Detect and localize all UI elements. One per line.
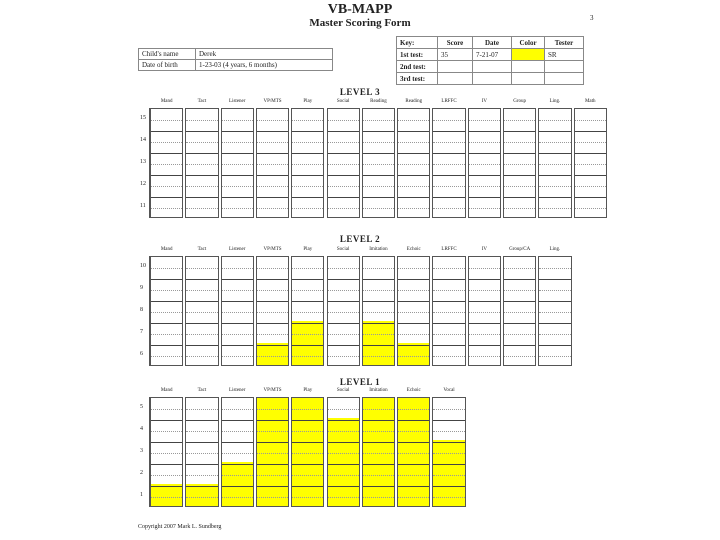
score-column	[221, 397, 254, 507]
score-column	[256, 397, 289, 507]
column-label: Imitation	[369, 388, 388, 393]
row-label: 15	[140, 115, 146, 121]
column-label: Reading	[405, 99, 423, 104]
key-header: Date	[473, 37, 512, 49]
score-column	[538, 256, 571, 366]
column-label: Listener	[229, 388, 246, 393]
key-date	[473, 61, 512, 73]
column-label: Reading	[370, 99, 387, 104]
column-label: Tact	[197, 388, 207, 393]
score-column	[397, 397, 430, 507]
child-info-table	[138, 48, 333, 71]
key-header: Key:	[397, 37, 438, 49]
row-label: 12	[140, 181, 146, 187]
column-label: VP/MTS	[263, 247, 282, 252]
column-label: VP/MTS	[263, 99, 282, 104]
score-column	[503, 256, 536, 366]
score-column	[291, 397, 324, 507]
key-tester	[545, 73, 584, 85]
grid-axis	[149, 108, 150, 218]
row-label: 8	[140, 307, 143, 313]
score-fill	[222, 462, 253, 506]
column-label: Vocal	[443, 388, 455, 393]
score-column	[397, 108, 430, 218]
score-column	[150, 256, 183, 366]
row-label: 9	[140, 285, 143, 291]
score-column	[327, 256, 360, 366]
row-label: 6	[140, 351, 143, 357]
key-color-swatch	[512, 73, 545, 85]
form-title: VB-MAPP	[327, 2, 393, 17]
score-column	[185, 397, 218, 507]
row-label: 5	[140, 404, 143, 410]
score-column	[503, 108, 536, 218]
row-label: 13	[140, 159, 146, 165]
key-row-label: 3rd test:	[397, 73, 438, 85]
column-label: Mand	[160, 388, 173, 393]
key-table	[396, 36, 584, 85]
column-label: Tact	[197, 99, 207, 104]
level-1-title: LEVEL 1	[339, 377, 381, 387]
score-column	[291, 256, 324, 366]
column-label: Mand	[160, 247, 173, 252]
score-column	[468, 256, 501, 366]
score-column	[150, 108, 183, 218]
row-label: 11	[140, 203, 146, 209]
key-score	[438, 73, 473, 85]
score-column	[362, 108, 395, 218]
key-row	[397, 49, 584, 61]
score-fill	[363, 321, 394, 365]
key-header-row	[397, 37, 584, 49]
score-fill	[257, 343, 288, 365]
column-label: Ling.	[549, 247, 561, 252]
key-row-label: 1st test:	[397, 49, 438, 61]
column-label: IV	[481, 247, 487, 252]
column-label: LRFFC	[441, 99, 457, 104]
row-label: 1	[140, 492, 143, 498]
score-column	[291, 108, 324, 218]
key-date	[473, 73, 512, 85]
column-label: Social	[336, 247, 350, 252]
form-subtitle: Master Scoring Form	[309, 17, 411, 29]
score-fill	[186, 484, 217, 506]
grid-axis	[149, 397, 150, 507]
key-row-label: 2nd test:	[397, 61, 438, 73]
column-label: Group	[513, 99, 527, 104]
column-label: Ling.	[549, 99, 561, 104]
key-header: Tester	[545, 37, 584, 49]
column-label: Play	[303, 247, 313, 252]
score-column	[362, 256, 395, 366]
score-column	[150, 397, 183, 507]
key-tester	[545, 61, 584, 73]
page-number: 3	[590, 14, 594, 22]
key-row	[397, 61, 584, 73]
grid-axis	[149, 256, 150, 366]
column-label: LRFFC	[441, 247, 457, 252]
dob-label: Date of birth	[139, 60, 196, 71]
score-fill	[292, 397, 323, 506]
score-fill	[257, 397, 288, 506]
score-column	[185, 256, 218, 366]
score-column	[256, 256, 289, 366]
column-label: Listener	[229, 247, 246, 252]
row-label: 7	[140, 329, 143, 335]
key-date: 7-21-07	[473, 49, 512, 61]
column-label: Mand	[160, 99, 173, 104]
column-label: Social	[336, 99, 350, 104]
key-score: 35	[438, 49, 473, 61]
column-label: Math	[584, 99, 596, 104]
score-column	[221, 256, 254, 366]
key-row	[397, 73, 584, 85]
column-label: Play	[303, 388, 313, 393]
score-column	[397, 256, 430, 366]
copyright: Copyright 2007 Mark L. Sundberg	[138, 524, 222, 530]
column-label: VP/MTS	[263, 388, 282, 393]
row-label: 2	[140, 470, 143, 476]
score-column	[221, 108, 254, 218]
column-label: Group/CA	[509, 247, 531, 252]
score-fill	[398, 343, 429, 365]
score-column	[327, 397, 360, 507]
dob-value: 1-23-03 (4 years, 6 months)	[196, 60, 333, 71]
key-tester: SR	[545, 49, 584, 61]
score-fill	[398, 397, 429, 506]
column-label: Imitation	[369, 247, 388, 252]
score-column	[185, 108, 218, 218]
column-label: Echoic	[406, 247, 421, 252]
column-label: Echoic	[406, 388, 421, 393]
column-label: Social	[336, 388, 350, 393]
row-label: 10	[140, 263, 146, 269]
score-fill	[363, 397, 394, 506]
key-color-swatch	[512, 61, 545, 73]
score-column	[432, 256, 465, 366]
key-score	[438, 61, 473, 73]
child-name-value: Derek	[196, 49, 333, 60]
level-2-title: LEVEL 2	[339, 234, 381, 244]
level-3-title: LEVEL 3	[339, 87, 381, 97]
score-fill	[292, 321, 323, 365]
score-column	[327, 108, 360, 218]
row-label: 3	[140, 448, 143, 454]
score-column	[432, 108, 465, 218]
score-column	[362, 397, 395, 507]
score-column	[574, 108, 607, 218]
key-header: Color	[512, 37, 545, 49]
score-column	[432, 397, 465, 507]
row-label: 14	[140, 137, 146, 143]
row-label: 4	[140, 426, 143, 432]
score-fill	[151, 484, 182, 506]
child-name-label: Child's name	[139, 49, 196, 60]
column-label: Play	[303, 99, 313, 104]
column-label: Listener	[229, 99, 246, 104]
column-label: Tact	[197, 247, 207, 252]
score-column	[256, 108, 289, 218]
score-column	[538, 108, 571, 218]
score-column	[468, 108, 501, 218]
column-label: IV	[481, 99, 487, 104]
key-header: Score	[438, 37, 473, 49]
key-color-swatch	[512, 49, 545, 61]
